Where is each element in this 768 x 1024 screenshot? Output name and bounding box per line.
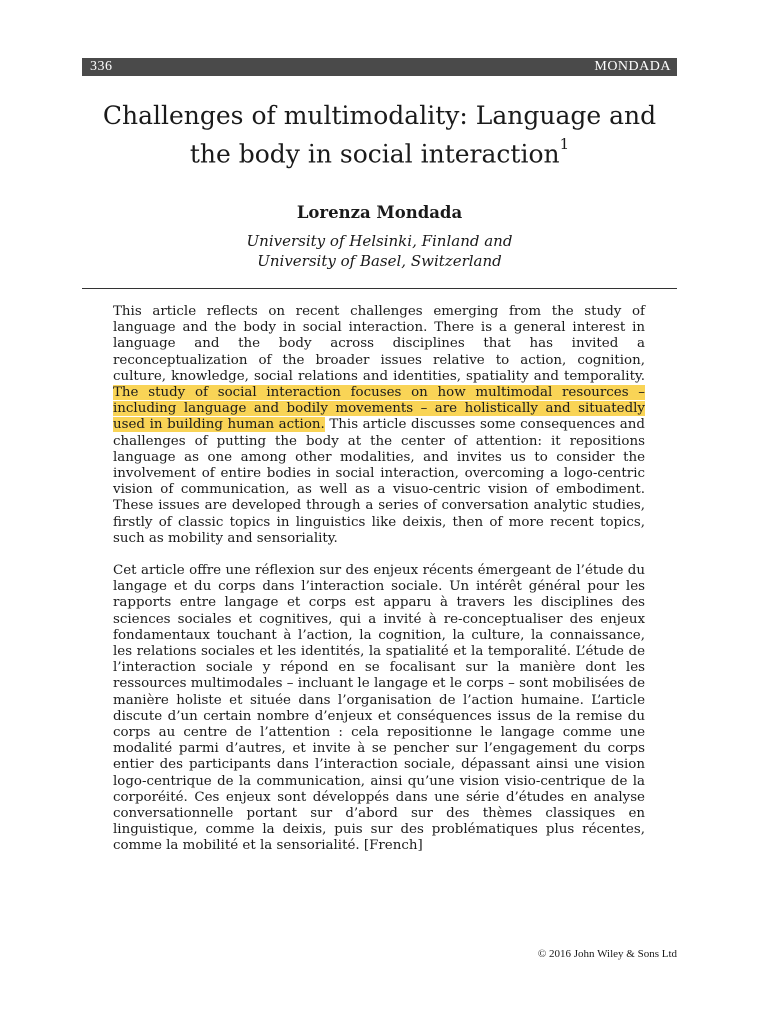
article-title-text: Challenges of multimodality: Language and the body in social interaction: [102, 101, 657, 169]
affiliation: [82, 231, 677, 271]
article-title: [82, 100, 677, 170]
page-number: 336: [90, 59, 113, 74]
running-header: [82, 58, 677, 76]
abstract-en-after: This article discusses some consequences and challenges of putting the body at the center of attention: it repositions language as one among other modalities, and invites us to consider the involvement of entire bodies in social interaction, overcoming a logo-centric vision of communication, as well as a visuo-centric vision of embodiment. These issues are developed through a series of conversation analytic studies, firstly of classic topics in linguistics like deixis, then of more recent topics, such as mobility and sensoriality.: [113, 417, 645, 546]
abstract-en-highlight: The study of social interaction focuses on how multimodal resources – including language and bodily movements – are holistically and situatedly used in building human action.: [113, 385, 645, 433]
title-footnote-marker[interactable]: 1: [559, 135, 570, 153]
running-head: MONDADA: [594, 59, 671, 74]
abstract-english: [113, 304, 645, 547]
affiliation-line-1: University of Helsinki, Finland and: [246, 232, 513, 250]
abstract-en-before: This article reflects on recent challenges emerging from the study of language and the body in social interaction. There is a general interest in language and the body across disciplines that has invited a reconceptualization of the broader issues relative to action, cognition, culture, knowledge, social relations and identities, spatiality and temporality.: [113, 304, 645, 384]
affiliation-line-2: University of Basel, Switzerland: [257, 252, 502, 270]
section-divider: [82, 288, 677, 289]
author-name: Lorenza Mondada: [296, 203, 463, 222]
copyright-footer: © 2016 John Wiley & Sons Ltd: [537, 948, 677, 960]
abstract-french: Cet article offre une réflexion sur des enjeux récents émergeant de l’étude du langage et du corps dans l’interaction sociale. Un intérêt général pour les rapports entre langage et corps est apparu à travers les disciplines des sciences sociales et cognitives, qui a invité à re-conceptualiser des enjeux fondamentaux touchant à l’action, la cognition, la culture, la connaissance, les relations sociales et les identités, la spatialité et la temporalité. L’étude de l’interaction sociale y répond en se focalisant sur la manière dont les ressources multimodales – incluant le langage et le corps – sont mobilisées de manière holiste et située dans l’organisation de l’action humaine. L’article discute d’un certain nombre d’enjeux et conséquences issus de la remise du corps au centre de l’attention : cela repositionne le langage comme une modalité parmi d’autres, et invite à se pencher sur l’engagement du corps entier des participants dans l’interaction sociale, dépassant ainsi une vision logo-centrique de la communication, ainsi qu’une vision visio-centrique de la corporéité. Ces enjeux sont développés dans une série d’études en analyse conversationnelle portant sur d’abord sur des thèmes classiques en linguistique, comme la deixis, puis sur des problématiques plus récentes, comme la mobilité et la sensorialité. [French]: [113, 563, 645, 854]
